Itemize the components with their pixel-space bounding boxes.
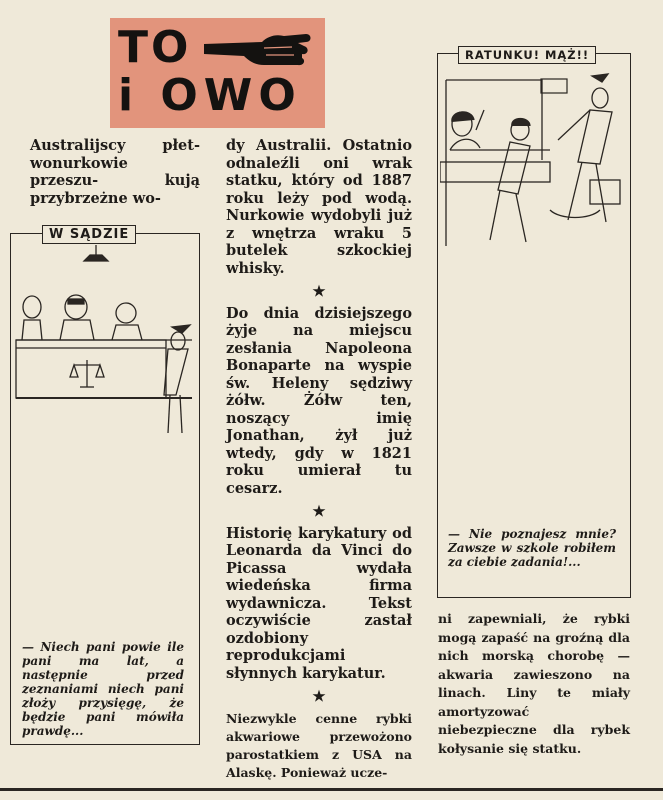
header-title-to: TO [118,22,192,73]
paragraph-fish-start: Niezwykle cenne rybki akwariowe przewożono parostatkiem z USA na Alaskę. Ponieważ ucze- [226,710,412,780]
cartoon-husband-label: RATUNKU! MĄŻ!! [458,46,596,64]
window-sketch [540,78,568,94]
intro-column-start [30,137,200,207]
paragraph-turtle: Do dnia dzisiejszego żyje na miejscu zesłania Napoleona Bonaparte na wyspie św. Heleny sędziwy żółw. Żółw ten, noszący imię Jonathan, żył już wtedy, gdy w 1821 roku umierał tu cesarz. [226,304,412,497]
paragraph-fish-end: ni zapewniali, że rybki mogą zapaść na groźną dla nich morską chorobę — akwaria zawieszono na linach. Liny te miały amortyzować niebezpieczne dla rybek kołysanie się statku. [438,611,630,756]
section-header [110,18,325,128]
intro-text-start: Australijscy płet- wonurkowie przeszu- kują przybrzeżne wo- [30,137,200,207]
fish-column-continued [438,610,630,758]
cartoon-court-label: W SĄDZIE [42,225,136,244]
header-title-iowo: i OWO [118,70,302,121]
paragraph-caricature: Historię karykatury od Leonarda da Vinci do Picassa wydała wiedeńska firma wydawnicza. Tekst oczywiście zastał ozdobiony reprodukcjami słynnych karykatur. [226,524,412,682]
court-scene-illustration [12,245,196,445]
bedroom-scene-illustration [440,70,628,250]
middle-column [226,137,412,784]
star-separator: ★ [312,688,326,705]
cartoon-husband-caption: — Nie poznajesz mnie? Zawsze w szkole robiłem za ciebie zadania!... [448,527,616,569]
cartoon-court-caption: — Niech pani powie ile pani ma lat, a następnie przed zeznaniami niech pani złoży przysięgę, że będzie pani mówiła prawdę... [22,640,184,738]
star-separator: ★ [312,283,326,300]
bottom-rule [0,788,663,791]
pointing-hand-icon [202,30,314,70]
intro-text-continued: dy Australii. Ostatnio odnaleźli oni wrak statku, który od 1887 roku leży pod wodą. Nurkowie wydobyli już z wnętrza wraku 5 butelek szkockiej whisky. [226,137,412,277]
star-separator: ★ [312,503,326,520]
